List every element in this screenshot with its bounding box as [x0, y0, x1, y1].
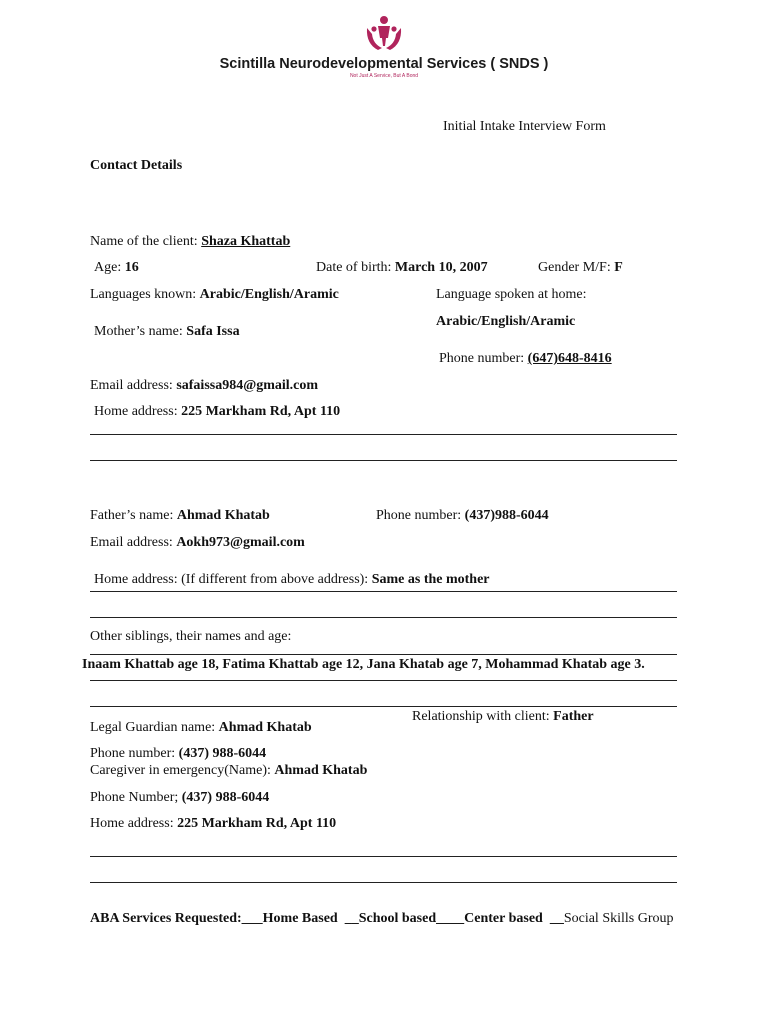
- relationship-value: Father: [553, 709, 594, 724]
- organization-name: Scintilla Neurodevelopmental Services ( SNDS ): [219, 56, 549, 72]
- client-name-row: [90, 233, 290, 251]
- form-title: Initial Intake Interview Form: [443, 119, 606, 134]
- service-social-skills: Social Skills Group: [563, 911, 674, 926]
- mother-email-label: Email address:: [90, 378, 177, 393]
- emergency-caregiver-value: Ahmad Khatab: [274, 763, 368, 778]
- form-rule: [90, 460, 677, 461]
- mother-address-row: [94, 403, 340, 421]
- guardian-address-label: Home address:: [90, 816, 178, 831]
- father-email-value: Aokh973@gmail.com: [176, 535, 305, 550]
- home-language-value: Arabic/English/Aramic: [436, 314, 576, 329]
- father-name-label: Father’s name:: [90, 508, 177, 523]
- guardian-phone-value: (437) 988-6044: [178, 746, 267, 761]
- form-rule: [90, 591, 677, 592]
- section-heading-contact: Contact Details: [90, 158, 183, 173]
- service-home-based: Home Based: [262, 911, 338, 926]
- mother-phone-value: (647)648-8416: [527, 351, 612, 366]
- father-name-row: [90, 507, 270, 525]
- father-phone-label: Phone number:: [376, 508, 465, 523]
- form-rule: [90, 706, 677, 707]
- mother-name-value: Safa Issa: [186, 324, 240, 339]
- guardian-name-row: [90, 719, 312, 737]
- guardian-name-value: Ahmad Khatab: [218, 720, 312, 735]
- organization-tagline: Not Just A Service, But A Bond: [349, 73, 419, 79]
- father-name-value: Ahmad Khatab: [176, 508, 270, 523]
- father-email-label: Email address:: [90, 535, 177, 550]
- home-language-label: Language spoken at home:: [436, 287, 587, 302]
- services-row: [90, 910, 674, 928]
- gender-label: Gender M/F:: [538, 260, 615, 275]
- father-email-row: [90, 534, 305, 552]
- languages-row: [90, 286, 339, 304]
- mother-name-row: [94, 323, 240, 341]
- emergency-phone-row: [90, 789, 269, 807]
- emergency-caregiver-label: Caregiver in emergency(Name):: [90, 763, 275, 778]
- mother-phone-label: Phone number:: [439, 351, 528, 366]
- services-blank: ____: [436, 911, 465, 926]
- logo-icon: [364, 14, 404, 56]
- siblings-label: Other siblings, their names and age:: [90, 629, 292, 644]
- mother-name-label: Mother’s name:: [94, 324, 187, 339]
- services-blank: __: [337, 911, 359, 926]
- father-phone-value: (437)988-6044: [464, 508, 549, 523]
- father-address-label: Home address: (If different from above address):: [94, 572, 372, 587]
- form-rule: [90, 434, 677, 435]
- client-name-label: Name of the client:: [90, 234, 202, 249]
- form-rule: [90, 856, 677, 857]
- form-rule: [90, 680, 677, 681]
- service-center-based: Center based: [464, 911, 543, 926]
- mother-email-row: [90, 377, 318, 395]
- dob-value: March 10, 2007: [394, 260, 488, 275]
- guardian-address-row: [90, 815, 336, 833]
- services-label: ABA Services Requested:: [90, 911, 242, 926]
- services-blank: ___: [241, 911, 263, 926]
- siblings-value: Inaam Khattab age 18, Fatima Khattab age 12, Jana Khatab age 7, Mohammad Khatab age 3.: [82, 657, 645, 672]
- gender-value: F: [614, 260, 623, 275]
- age-value: 16: [124, 260, 139, 275]
- emergency-phone-label: Phone Number;: [90, 790, 182, 805]
- guardian-phone-label: Phone number:: [90, 746, 179, 761]
- form-rule: [90, 654, 677, 655]
- service-school-based: School based: [358, 911, 437, 926]
- father-phone-row: [376, 507, 549, 525]
- age-row: [94, 259, 139, 277]
- father-address-row: [94, 571, 490, 589]
- services-blank: __: [542, 911, 564, 926]
- age-label: Age:: [94, 260, 125, 275]
- emergency-caregiver-row: [90, 762, 367, 780]
- form-rule: [90, 882, 677, 883]
- mother-address-value: 225 Markham Rd, Apt 110: [181, 404, 341, 419]
- relationship-row: [412, 708, 594, 726]
- mother-address-label: Home address:: [94, 404, 182, 419]
- client-name-value: Shaza Khattab: [201, 234, 291, 249]
- mother-email-value: safaissa984@gmail.com: [176, 378, 319, 393]
- mother-phone-row: [439, 350, 612, 368]
- relationship-label: Relationship with client:: [412, 709, 554, 724]
- languages-label: Languages known:: [90, 287, 200, 302]
- dob-row: [316, 259, 488, 277]
- guardian-name-label: Legal Guardian name:: [90, 720, 219, 735]
- emergency-phone-value: (437) 988-6044: [181, 790, 270, 805]
- form-rule: [90, 617, 677, 618]
- father-address-value: Same as the mother: [371, 572, 490, 587]
- gender-row: [538, 259, 623, 277]
- guardian-phone-row: [90, 745, 266, 763]
- guardian-address-value: 225 Markham Rd, Apt 110: [177, 816, 337, 831]
- dob-label: Date of birth:: [316, 260, 395, 275]
- languages-value: Arabic/English/Aramic: [199, 287, 339, 302]
